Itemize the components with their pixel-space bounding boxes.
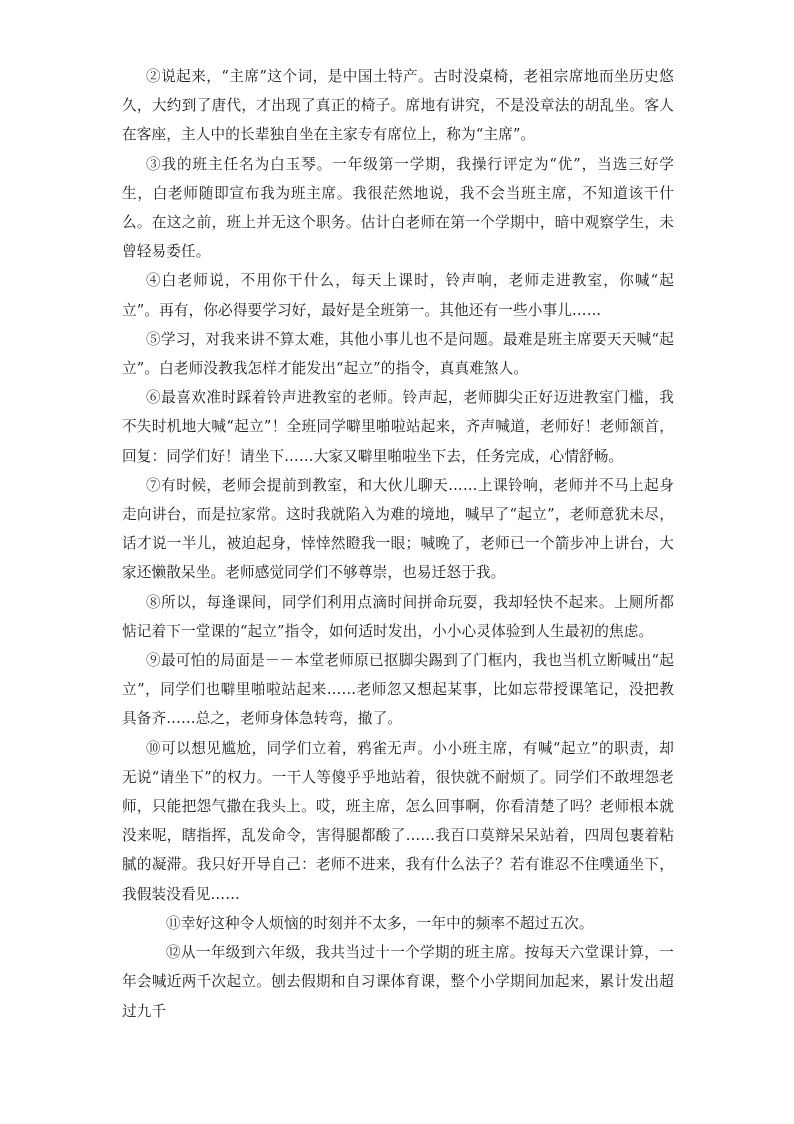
paragraph-3: ③我的班主任名为白玉琴。一年级第一学期，我操行评定为“优”，当选三好学生，白老师随即宣布我为班主席。我很茫然地说，我不会当班主席，不知道该干什么。在这之前，班上并无这个职务。估计白老师在第一个学期中，暗中观察学生，未曾轻易委任。 xyxy=(122,155,674,261)
paragraph-6: ⑥最喜欢准时踩着铃声进教室的老师。铃声起，老师脚尖正好迈进教室门槛，我不失时机地大喊“起立”！全班同学噼里啪啦站起来，齐声喊道，老师好！老师颔首，回复：同学们好！请坐下……大家又噼里啪啦坐下去，任务完成，心情舒畅。 xyxy=(122,389,674,465)
paragraph-4: ④白老师说，不用你干什么，每天上课时，铃声响，老师走进教室，你喊“起立”。再有，你必得要学习好，最好是全班第一。其他还有一些小事儿…… xyxy=(122,272,674,319)
paragraph-8: ⑧所以，每逢课间，同学们利用点滴时间拼命玩耍，我却轻快不起来。上厕所都惦记着下一堂课的“起立”指令，如何适时发出，小小心灵体验到人生最初的焦虑。 xyxy=(122,593,674,640)
paragraph-12: ⑫从一年级到六年级，我共当过十一个学期的班主席。按每天六堂课计算，一年会喊近两千次起立。刨去假期和自习课体育课，整个小学期间加起来，累计发出超过九千 xyxy=(122,944,674,1020)
paragraph-7: ⑦有时候，老师会提前到教室，和大伙儿聊天……上课铃响，老师并不马上起身走向讲台，而是拉家常。这时我就陷入为难的境地，喊早了“起立”，老师意犹未尽，话才说一半儿，被迫起身，悻悻然瞪我一眼；喊晚了，老师已一个箭步冲上讲台，大家还懒散呆坐。老师感觉同学们不够尊崇，也易迁怒于我。 xyxy=(122,476,674,582)
paragraph-2: ②说起来，“主席”这个词，是中国土特产。古时没桌椅，老祖宗席地而坐历史悠久，大约到了唐代，才出现了真正的椅子。席地有讲究，不是没章法的胡乱坐。客人在客座，主人中的长辈独自坐在主家专有席位上，称为“主席”。 xyxy=(122,68,674,144)
document-body xyxy=(122,62,674,1026)
paragraph-9: ⑨最可怕的局面是－－本堂老师原已抠脚尖踢到了门框内，我也当机立断喊出“起立”，同学们也噼里啪啦站起来……老师忽又想起某事，比如忘带授课笔记，没把教具备齐……总之，老师身体急转弯，撤了。 xyxy=(122,652,674,728)
paragraph-11: ⑪幸好这种令人烦恼的时刻并不太多，一年中的频率不超过五次。 xyxy=(166,914,594,932)
paragraph-10: ⑩可以想见尴尬，同学们立着，鸦雀无声。小小班主席，有喊“起立”的职责，却无说“请坐下”的权力。一干人等傻乎乎地站着，很快就不耐烦了。同学们不敢埋怨老师，只能把怨气撒在我头上。哎，班主席，怎么回事啊，你看清楚了吗？老师根本就没来呢，瞎指挥，乱发命令，害得腿都酸了……我百口莫辩呆呆站着，四周包裹着粘腻的凝滞。我只好开导自己：老师不进来，我有什么法子？若有谁忍不住噗通坐下，我假装没看见…… xyxy=(122,739,674,903)
paragraph-5: ⑤学习，对我来讲不算太难，其他小事儿也不是问题。最难是班主席要天天喊“起立”。白老师没教我怎样才能发出“起立”的指令，真真难煞人。 xyxy=(122,330,674,378)
